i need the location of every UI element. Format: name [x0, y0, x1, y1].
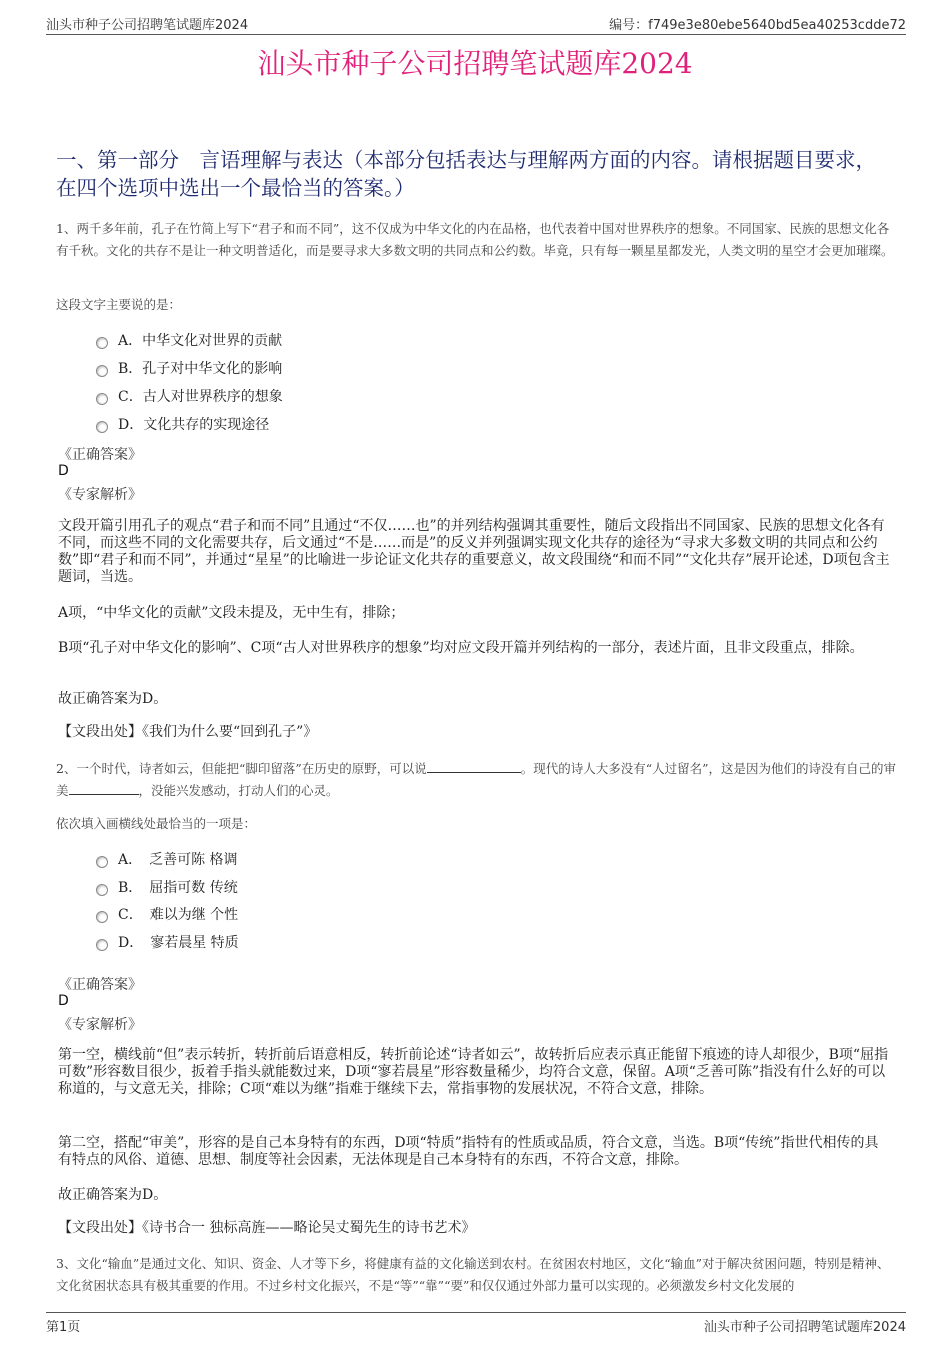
radio-icon[interactable]: [96, 365, 108, 377]
q1-answer-label: 《正确答案》: [58, 447, 142, 463]
q1-analysis-4: 故正确答案为D。: [58, 691, 168, 707]
header-divider: [46, 34, 906, 35]
q2-option-b[interactable]: B． 屈指可数 传统: [96, 877, 238, 897]
footer-page-number: 第1页: [46, 1320, 81, 1335]
page-header: [0, 0, 950, 36]
q2-source: 【文段出处】《诗书合一 独标高旌——略论吴丈蜀先生的诗书艺术》: [58, 1220, 476, 1236]
q1-answer: D: [58, 463, 69, 479]
q1-analysis-3: B项“孔子对中华文化的影响”、C项“古人对世界秩序的想象”均对应文段开篇并列结构的一部分，表述片面，且非文段重点，排除。: [58, 640, 864, 656]
q3-stem: 3、文化“输血”是通过文化、知识、资金、人才等下乡，将健康有益的文化输送到农村。在贫困农村地区，文化“输血”对于解决贫困问题，特别是精神、文化贫困状态具有极其重要的作用。不过乡村文化振兴，不是“等”“靠”“要”和仅仅通过外部力量可以实现的。必须激发乡村文化发展的: [56, 1256, 890, 1293]
q1-prompt: 这段文字主要说的是：: [56, 297, 182, 312]
q2-option-a[interactable]: A． 乏善可陈 格调: [96, 849, 238, 869]
q1-option-a[interactable]: A．中华文化对世界的贡献: [96, 330, 282, 350]
radio-icon[interactable]: [96, 939, 108, 951]
radio-icon[interactable]: [96, 911, 108, 923]
q1-option-b[interactable]: B．孔子对中华文化的影响: [96, 358, 282, 378]
section-heading: 一、第一部分 言语理解与表达（本部分包括表达与理解两方面的内容。请根据题目要求，在四个选项中选出一个最恰当的答案。）: [56, 148, 876, 200]
radio-icon[interactable]: [96, 856, 108, 868]
q2-answer: D: [58, 993, 69, 1009]
q2-option-c[interactable]: C． 难以为继 个性: [96, 904, 238, 924]
q1-analysis-2: A项，“中华文化的贡献”文段未提及，无中生有，排除；: [58, 605, 405, 621]
q1-source: 【文段出处】《我们为什么要“回到孔子”》: [58, 724, 318, 740]
q2-analysis-3: 故正确答案为D。: [58, 1187, 168, 1203]
blank-1: [427, 760, 521, 773]
radio-icon[interactable]: [96, 337, 108, 349]
q2-option-d[interactable]: D． 寥若晨星 特质: [96, 932, 239, 952]
q2-analysis-label: 《专家解析》: [58, 1017, 142, 1033]
footer-doc-title: 汕头市种子公司招聘笔试题库2024: [703, 1320, 906, 1335]
q2-stem: 2、一个时代，诗者如云，但能把“脚印留落”在历史的原野，可以说 。现代的诗人大多没有“人过留名”，这是因为他们的诗没有自己的审美 ，没能兴发感动，打动人们的心灵。: [56, 761, 897, 798]
q2-prompt: 依次填入画横线处最恰当的一项是：: [56, 816, 257, 831]
header-doc-title: 汕头市种子公司招聘笔试题库2024: [46, 18, 249, 33]
q1-option-d[interactable]: D．文化共存的实现途径: [96, 414, 269, 434]
header-doc-id: 编号：f749e3e80ebe5640bd5ea40253cdde72: [609, 18, 906, 33]
radio-icon[interactable]: [96, 393, 108, 405]
q2-answer-label: 《正确答案》: [58, 977, 142, 993]
q2-analysis-2: 第二空，搭配“审美”，形容的是自己本身特有的东西，D项“特质”指特有的性质或品质，符合文意，当选。B项“传统”指世代相传的具有特点的风俗、道德、思想、制度等社会因素，无法体现是自己本身特有的东西，不符合文意，排除。: [58, 1135, 879, 1168]
radio-icon[interactable]: [96, 884, 108, 896]
q1-option-c[interactable]: C．古人对世界秩序的想象: [96, 386, 283, 406]
q1-analysis-label: 《专家解析》: [58, 487, 142, 503]
q2-analysis-1: 第一空，横线前“但”表示转折，转折前后语意相反，转折前论述“诗者如云”，故转折后应表示真正能留下痕迹的诗人却很少，B项“屈指可数”形容数目很少，扳着手指头就能数过来，D项“寥若晨星”形容数量稀少，均符合文意，保留。A项“乏善可陈”指没有什么好的可以称道的，与文意无关，排除；C项“难以为继”指难于继续下去，常指事物的发展状况，不符合文意，排除。: [58, 1047, 889, 1097]
radio-icon[interactable]: [96, 421, 108, 433]
q1-stem: 1、两千多年前，孔子在竹简上写下“君子和而不同”，这不仅成为中华文化的内在品格，也代表着中国对世界秩序的想象。不同国家、民族的思想文化各有千秋。文化的共存不是让一种文明普适化，而是要寻求大多数文明的共同点和公约数。毕竟，只有每一颗星星都发光，人类文明的星空才会更加璀璨。: [56, 221, 894, 258]
blank-2: [69, 782, 139, 795]
page-title: 汕头市种子公司招聘笔试题库2024: [257, 47, 693, 80]
footer-divider: [46, 1312, 906, 1313]
q1-analysis-1: 文段开篇引用孔子的观点“君子和而不同”且通过“不仅……也”的并列结构强调其重要性，随后文段指出不同国家、民族的思想文化各有不同，而这些不同的文化需要共存，后文通过“不是……而是”的反义并列强调实现文化共存的途径为“寻求大多数文明的共同点和公约数”即“君子和而不同”，并通过“星星”的比喻进一步论证文化共存的重要意义，故文段围绕“和而不同”“文化共存”展开论述，D项包含主题词，当选。: [58, 518, 890, 585]
